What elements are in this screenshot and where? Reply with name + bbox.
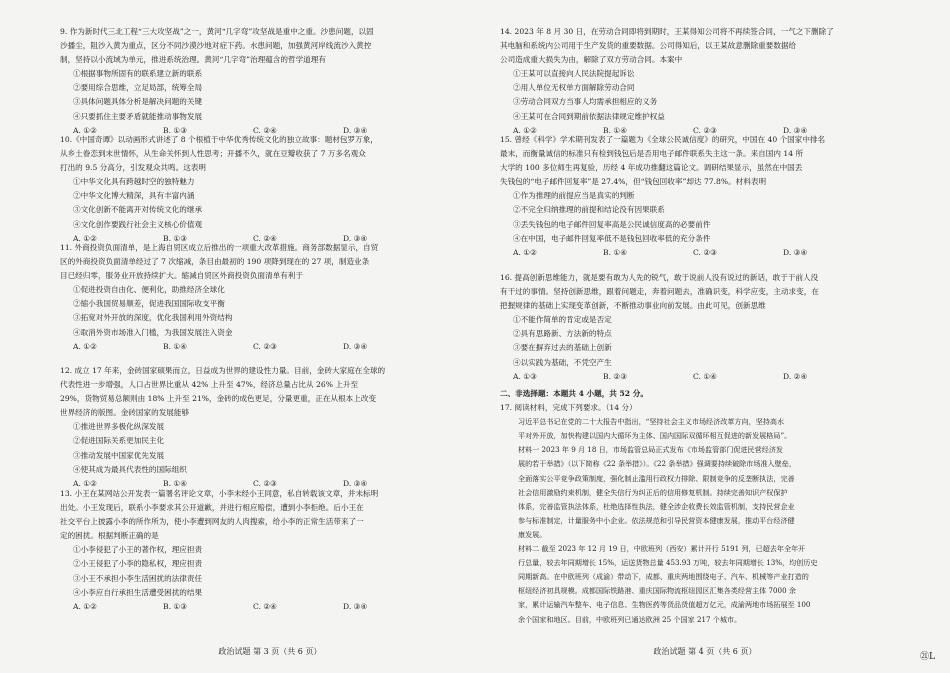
q17-body-line: 枢纽经济初具规模。成都国际铁路港、重庆国际物流枢纽园区汇集各类经营主体 7000 余 <box>518 586 796 596</box>
statement-item: ①推进世界多极化纵深发展 <box>73 422 165 432</box>
answer-option: B. ①③ <box>163 125 188 135</box>
statement-item: ④小李应自行承担生活遭受困扰的结果 <box>73 587 203 597</box>
statement-item: ②小王侵犯了小李的隐私权，理应担责 <box>73 559 203 569</box>
question-stem-line: 最末，而衡量诚信的标准只有检到钱包后是否用电子邮件联系失主这一条。来自国内 14 所 <box>500 149 804 159</box>
statement-item: ④文化创作要践行社会主义核心价值观 <box>73 219 203 229</box>
statement-item: ④王某可在合同到期前依据法律规定维护权益 <box>513 111 665 121</box>
q17-heading: 17. 阅读材料，完成下列要求。（14 分） <box>500 403 637 413</box>
answer-option: C. ②③ <box>693 247 717 257</box>
answer-options <box>60 600 480 614</box>
question-stem-line: 29%，货物贸易总额则由 18% 上升至 21%，金砖的成色更足，分量更重，正在从根本上改变 <box>60 394 377 404</box>
question-q10 <box>60 133 480 246</box>
question-stem-line: 制，坚持以小流域为单元，推进系统治理。黄河“几字弯”治理蕴含的哲学道理有 <box>60 55 326 65</box>
statement-item: ③丢失钱包的电子邮件回复率高是公民诚信度高的必要前件 <box>513 219 711 229</box>
question-stem-line: 13. 小王在某网站公开发表一篇署名评论文章，小李未经小王同意，私自转载该文章，并未标明 <box>60 489 379 498</box>
answer-option: C. ②④ <box>253 125 277 135</box>
question-stem-line: 11. 外商投资负面清单，是上海自贸区成立后推出的一项重大改革措施。商务部数据显示，自贸 <box>60 243 379 252</box>
non-choice-section <box>500 387 910 627</box>
statement-item: ②中华文化博大精深，具有丰富内涵 <box>73 191 195 201</box>
answer-option: D. ③④ <box>343 341 368 351</box>
answer-option: C. ②③ <box>253 341 277 351</box>
q17-body-line: 参与标准制定，计量服务中小企业。依法规范和引导民营资本健康发展，推动平台经济健 <box>518 515 795 525</box>
question-q13 <box>60 487 480 614</box>
answer-option: D. ③④ <box>343 125 368 135</box>
question-q15 <box>500 133 910 260</box>
answer-option: A. ①② <box>73 341 97 351</box>
question-stem-line: 目已经归零，服务业开放持续扩大。缩减自贸区外商投资负面清单有利于 <box>60 271 303 281</box>
answer-options <box>500 246 910 260</box>
question-stem-line: 失钱包的“电子邮件回复率”是 27.4%，但“钱包回收率”却达 77.8%。材料表明 <box>500 177 767 187</box>
q17-body-line: 家，累计运输汽车整车、电子信息、生物医药等货品货值超万亿元，成渝两地市场拓展至 100 <box>518 600 811 610</box>
statement-item: ①王某可以直接向人民法院提起诉讼 <box>513 69 635 79</box>
question-stem-line: 其电脑和系统内公司用于生产发货的重要数据。公司得知后，以王某故意删除重要数据给 <box>500 41 797 51</box>
q17-body-line: 康发展。 <box>518 529 547 539</box>
q17-body-line: 体系，完善监管执法体系，杜绝选择性执法，健全涉企收费长效监管机制，支持民营企业 <box>518 501 795 511</box>
statement-item: ①促进投资自由化、便利化，助推经济全球化 <box>73 285 225 295</box>
statement-item: ③要在摒弃过去的基础上创新 <box>513 343 612 353</box>
statement-item: ①作为推理的前提应当是真实的判断 <box>513 191 635 201</box>
answer-options <box>500 370 910 384</box>
statement-item: ②具有思路新、方法新的特点 <box>513 329 612 339</box>
page-footer: 政治试题 第 4 页（共 6 页） <box>653 647 757 656</box>
question-stem-line: 16. 提高创新思维能力，就是要有敢为人先的锐气，敢于说前人没有说过的新话，敢于干前人没 <box>500 273 819 282</box>
question-stem-line: 打出的 9.5 分高分，引发观众共鸣。这表明 <box>60 163 206 173</box>
left-page <box>60 0 480 673</box>
statement-item: ②促进国际关系更加民主化 <box>73 436 165 446</box>
statement-item: ④在中国，电子邮件回复率低不是钱包回收率低的充分条件 <box>513 233 711 243</box>
q17-body-line: 展的若干举措》（以下简称《22 条举措》）。《22 条举措》强调要持续破除市场准入壁垒， <box>518 459 796 469</box>
question-stem-line: 从乡土眷恋到末世情怀，从生命关怀到人性思考；开播不久，就在豆瓣收获了 7 万多名观众 <box>60 149 366 159</box>
answer-option: A. ①② <box>513 247 537 257</box>
question-q11 <box>60 241 480 354</box>
question-stem-line: 公司造成重大损失为由，解除了双方劳动合同。本案中 <box>500 55 683 65</box>
answer-option: B. ①④ <box>603 125 628 135</box>
statement-item: ①不能作简单的肯定或是否定 <box>513 315 612 325</box>
answer-option: B. ①③ <box>163 601 188 611</box>
question-stem-line: 代表性进一步增强，人口占世界比重从 42% 上升至 47%，经济总量占比从 26% 上升至 <box>60 380 359 390</box>
statement-item: ②不完全归纳推理的前提和结论没有因果联系 <box>513 205 665 215</box>
statement-item: ②要用综合思维，立足局部，统筹全局 <box>73 83 203 93</box>
statement-item: ①根据事物所固有的联系建立新的联系 <box>73 69 203 79</box>
question-stem-line: 出处。小王发现后，联系小李要求其公开道歉，并进行相应赔偿，遭到小李拒绝。后小王在 <box>60 503 364 513</box>
answer-option: B. ①④ <box>163 341 188 351</box>
statement-item: ③劳动合同双方当事人均需承担相应的义务 <box>513 97 658 107</box>
q17-body-line: 行总量，较去年同期增长 15%，运送货物总量 453.93 万吨，较去年同期增长 13%，均创历史 <box>518 558 818 568</box>
question-stem-line: 14. 2023 年 8 月 30 日，在劳动合同即将到期时，王某得知公司将不再续签合同，一气之下删除了 <box>500 27 834 36</box>
answer-option: D. ③④ <box>343 478 368 488</box>
answer-option: B. ②③ <box>603 371 628 381</box>
statement-item: ③小王不承担小李生活困扰的法律责任 <box>73 573 203 583</box>
answer-option: C. ②③ <box>253 478 277 488</box>
q17-body-line: 习近平总书记在党的二十大报告中指出，“坚持社会主义市场经济改革方向，坚持高水 <box>518 417 785 427</box>
answer-option: C. ②④ <box>253 601 277 611</box>
statement-item: ④取消外资市场准入门槛，为我国发展注入资金 <box>73 327 233 337</box>
question-stem-line: 沙播尘，阻沙入黄为重点，区分不同沙漠沙地对症下药。水患问题，加强黄河岸线流沙入黄控 <box>60 41 372 51</box>
statement-item: ④只要抓住主要矛盾就能推动事物发展 <box>73 111 203 121</box>
q17-body-line: 平对外开放，加快构建以国内大循环为主体、国内国际双循环相互促进的新发展格局”。 <box>518 431 792 441</box>
corner-mark: ㉑L <box>920 652 935 662</box>
answer-option: D. ③④ <box>343 233 368 243</box>
answer-option: B. ①④ <box>163 478 188 488</box>
answer-option: A. ①③ <box>513 371 537 381</box>
statement-item: ①小李侵犯了小王的著作权，理应担责 <box>73 545 203 555</box>
statement-item: ③拓宽对外开放的深度，优化我国利用外资结构 <box>73 313 233 323</box>
question-stem-line: 定的困扰。根据判断正确的是 <box>60 531 159 541</box>
q17-body-line: 全面落实公平竞争政策制度，强化制止滥用行政权力排除、限制竞争的反垄断执法，完善 <box>518 473 795 483</box>
statement-item: ③文化创新不能离开对传统文化的继承 <box>73 205 203 215</box>
answer-option: B. ①③ <box>163 233 188 243</box>
answer-option: A. ①② <box>73 478 97 488</box>
question-stem-line: 世界经济的版图。金砖国家的发展能够 <box>60 408 190 418</box>
q17-body-line: 社会信用激励约束机制，健全失信行为纠正后的信用修复机制。持续完善知识产权保护 <box>518 487 788 497</box>
question-q14 <box>500 25 910 138</box>
question-stem-line: 大学的 100 多位师生再复验，历经 4 年成功推翻这篇论文。调研结果显示，虽然在中国丢 <box>500 163 803 173</box>
q17-body-line: 材料二 截至 2023 年 12 月 19 日，中欧班列（西安）累计开行 5191 列，已超去年全年开 <box>518 544 806 554</box>
statement-item: ③推动发展中国家优先发展 <box>73 450 165 460</box>
question-stem-line: 15. 曾经《科学》学术期刊发表了一篇题为《全球公民诚信度》的研究，中国在 40 个国家中排名 <box>500 135 826 144</box>
question-stem-line: 12. 成立 17 年来，金砖国家硕果而立，日益成为世界的建设性力量。目前，金砖大家庭在全球的 <box>60 366 386 375</box>
answer-option: A. ①② <box>73 233 97 243</box>
statement-item: ②缩小我国贸易顺差，促进我国国际收支平衡 <box>73 299 225 309</box>
answer-option: D. ②④ <box>783 371 808 381</box>
q17-body-line: 材料一 2023 年 9 月 18 日，市场监管总局正式发布《市场监管部门促进民营经济发 <box>518 445 784 455</box>
question-q12 <box>60 364 480 491</box>
right-page <box>500 0 910 673</box>
question-q16 <box>500 271 910 384</box>
question-stem-line: 社交平台上披露小李的所作所为，使小李遭到网友的人肉搜索，给小李的正常生活带来了一 <box>60 517 364 527</box>
answer-option: A. ①② <box>513 125 537 135</box>
question-stem-line: 有干过的事情。坚持创新思维，跟着问题走，奔着问题去，准确识变，科学应变，主动求变，在 <box>500 287 819 297</box>
answer-option: A. ①② <box>73 125 97 135</box>
answer-option: D. ③④ <box>783 247 808 257</box>
answer-option: C. ①④ <box>693 371 717 381</box>
statement-item: ③具体问题具体分析是解决问题的关键 <box>73 97 203 107</box>
answer-option: C. ②④ <box>253 233 277 243</box>
answer-options <box>60 340 480 354</box>
q17-body-line: 同期新高。在中欧班列（成渝）带动下，成都、重庆两地围绕电子、汽车、机械等产业打造的 <box>518 572 809 582</box>
answer-option: D. ③④ <box>783 125 808 135</box>
question-stem-line: 9. 作为新时代三北工程“三大攻坚战”之一，黄河“几字弯”攻坚战是重中之重。沙患问题，以固 <box>60 27 374 36</box>
statement-item: ②用人单位无权单方面解除劳动合同 <box>513 83 635 93</box>
statement-item: ④使其成为最具代表性的国际组织 <box>73 464 187 474</box>
answer-option: D. ③④ <box>343 601 368 611</box>
question-stem-line: 把握规律的基础上实现变革创新，不断推动事业向前发展。由此可见，创新思维 <box>500 301 766 311</box>
section-heading: 二、非选择题：本题共 4 小题，共 52 分。 <box>500 389 648 398</box>
page-footer: 政治试题 第 3 页（共 6 页） <box>218 647 322 656</box>
question-stem-line: 10.《中国奇谭》以动画形式讲述了 8 个根植于中华优秀传统文化的独立故事：题材包罗万象， <box>60 135 378 144</box>
statement-item: ①中华文化具有跨越时空的独特魅力 <box>73 177 195 187</box>
statement-item: ④以实践为基础，不凭空产生 <box>513 357 612 367</box>
answer-option: C. ②③ <box>693 125 717 135</box>
q17-body-line: 余个国家和地区。目前，中欧班列已通达欧洲 25 个国家 217 个城市。 <box>518 614 742 624</box>
answer-option: B. ①④ <box>603 247 628 257</box>
question-stem-line: 区的外商投资负面清单经过了 7 次缩减，条目由最初的 190 项降到现在的 27 项，制造业条 <box>60 257 370 267</box>
answer-option: A. ①② <box>73 601 97 611</box>
question-q9 <box>60 25 480 138</box>
